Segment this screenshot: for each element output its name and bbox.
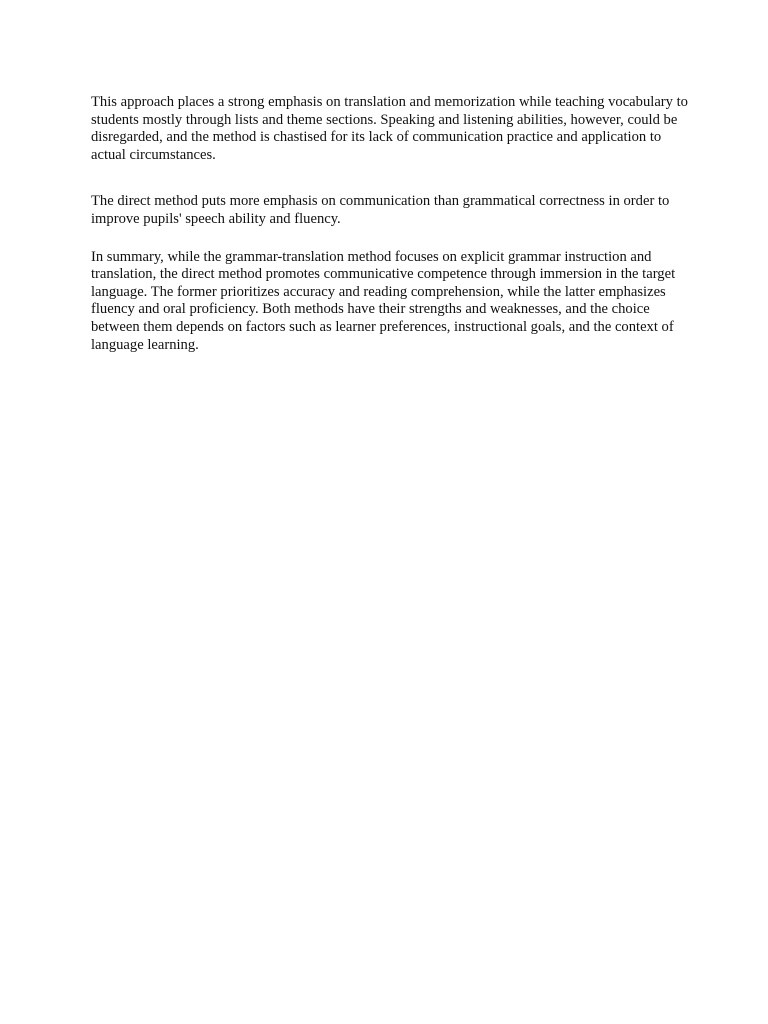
paragraph-summary: In summary, while the grammar-translation method focuses on explicit grammar instruction and translation, the direct method promotes communicative competence through immersion in the target language. The former prioritizes accuracy and reading comprehension, while the latter emphasizes fluency and oral proficiency. Both methods have their strengths and weaknesses, and the choice between them depends on factors such as learner preferences, instructional goals, and the context of language learning. — [91, 248, 676, 353]
paragraph-direct-method: The direct method puts more emphasis on communication than grammatical correctness in order to improve pupils' speech ability and fluency. — [91, 193, 670, 227]
paragraph-translation-approach: This approach places a strong emphasis on translation and memorization while teaching vocabulary to students mostly through lists and theme sections. Speaking and listening abilities, however, could be disregarded, and the method is chastised for its lack of communication practice and application to actual circumstances. — [91, 94, 688, 163]
document-body — [91, 94, 691, 354]
